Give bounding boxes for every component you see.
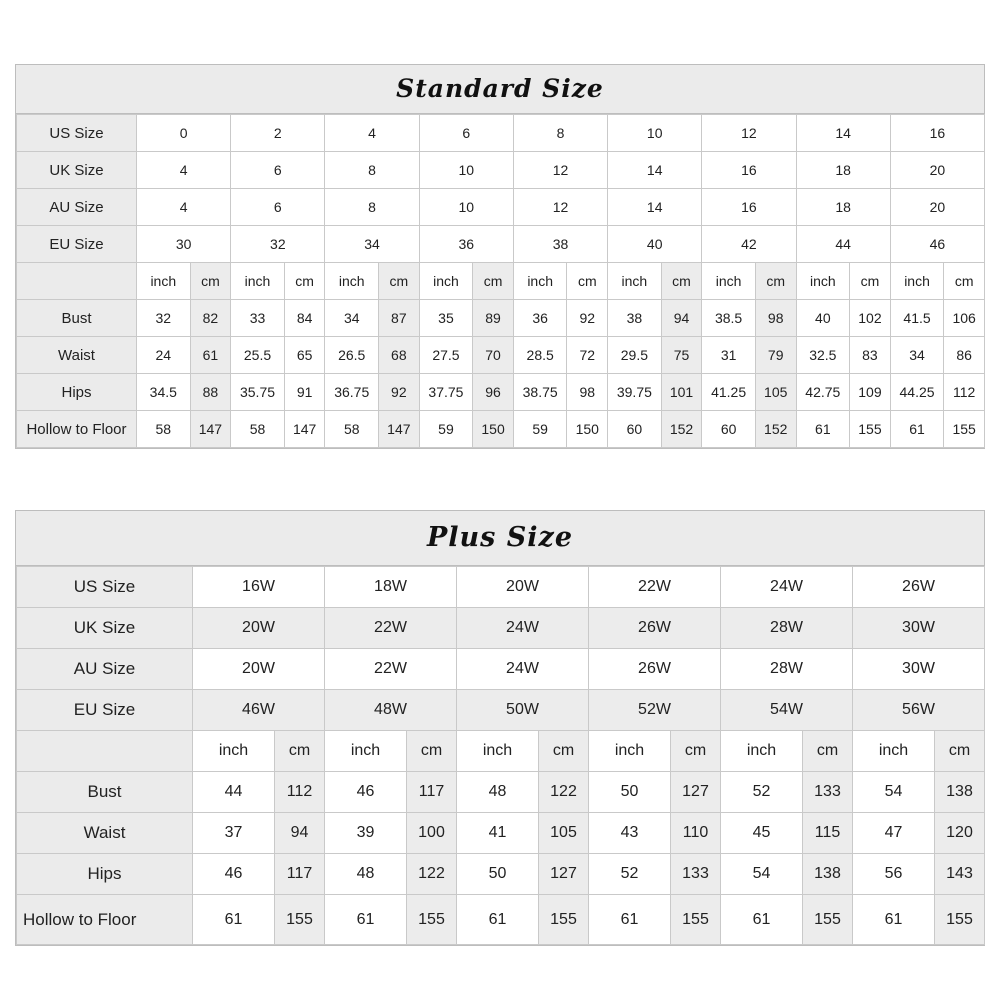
- cm-value-cell: 112: [275, 772, 325, 813]
- cm-value-cell: 91: [284, 374, 325, 411]
- inch-value-cell: 37: [193, 813, 275, 854]
- size-cell: 4: [325, 115, 419, 152]
- unit-inch-header: inch: [796, 263, 850, 300]
- inch-value-cell: 41.25: [702, 374, 756, 411]
- measure-row: [17, 374, 985, 411]
- size-cell: 8: [325, 189, 419, 226]
- size-cell: 10: [608, 115, 702, 152]
- inch-value-cell: 61: [890, 411, 944, 448]
- size-cell: 30: [137, 226, 231, 263]
- size-cell: 16: [890, 115, 984, 152]
- inch-value-cell: 61: [325, 895, 407, 945]
- unit-cm-header: cm: [275, 731, 325, 772]
- cm-value-cell: 147: [190, 411, 231, 448]
- size-cell: 24W: [457, 608, 589, 649]
- size-cell: 18W: [325, 567, 457, 608]
- row-label: EU Size: [17, 226, 137, 263]
- inch-value-cell: 52: [721, 772, 803, 813]
- row-label: EU Size: [17, 690, 193, 731]
- size-cell: 42: [702, 226, 796, 263]
- cm-value-cell: 98: [567, 374, 608, 411]
- size-cell: 22W: [589, 567, 721, 608]
- cm-value-cell: 84: [284, 300, 325, 337]
- inch-value-cell: 34: [325, 300, 379, 337]
- inch-value-cell: 38: [608, 300, 662, 337]
- size-cell: 50W: [457, 690, 589, 731]
- size-cell: 10: [419, 189, 513, 226]
- inch-value-cell: 61: [457, 895, 539, 945]
- cm-value-cell: 143: [935, 854, 985, 895]
- unit-inch-header: inch: [589, 731, 671, 772]
- inch-value-cell: 52: [589, 854, 671, 895]
- inch-value-cell: 39.75: [608, 374, 662, 411]
- size-cell: 8: [325, 152, 419, 189]
- inch-value-cell: 37.75: [419, 374, 473, 411]
- unit-inch-header: inch: [419, 263, 473, 300]
- cm-value-cell: 70: [473, 337, 514, 374]
- size-cell: 44: [796, 226, 890, 263]
- cm-value-cell: 87: [379, 300, 420, 337]
- unit-cm-header: cm: [284, 263, 325, 300]
- inch-value-cell: 58: [231, 411, 285, 448]
- size-cell: 2: [231, 115, 325, 152]
- unit-cm-header: cm: [539, 731, 589, 772]
- cm-value-cell: 152: [661, 411, 702, 448]
- cm-value-cell: 101: [661, 374, 702, 411]
- size-cell: 46: [890, 226, 984, 263]
- cm-value-cell: 133: [671, 854, 721, 895]
- size-cell: 40: [608, 226, 702, 263]
- cm-value-cell: 115: [803, 813, 853, 854]
- unit-inch-header: inch: [513, 263, 567, 300]
- size-row: [17, 649, 985, 690]
- size-cell: 36: [419, 226, 513, 263]
- size-cell: 12: [513, 152, 607, 189]
- unit-cm-header: cm: [944, 263, 985, 300]
- row-label: Waist: [17, 337, 137, 374]
- cm-value-cell: 79: [755, 337, 796, 374]
- size-cell: 24W: [457, 649, 589, 690]
- measure-row: [17, 772, 985, 813]
- inch-value-cell: 61: [796, 411, 850, 448]
- inch-value-cell: 42.75: [796, 374, 850, 411]
- inch-value-cell: 56: [853, 854, 935, 895]
- size-cell: 18: [796, 152, 890, 189]
- row-label: Hips: [17, 374, 137, 411]
- cm-value-cell: 155: [803, 895, 853, 945]
- row-label: Bust: [17, 772, 193, 813]
- inch-value-cell: 36.75: [325, 374, 379, 411]
- cm-value-cell: 117: [407, 772, 457, 813]
- size-cell: 4: [137, 152, 231, 189]
- cm-value-cell: 105: [755, 374, 796, 411]
- cm-value-cell: 155: [407, 895, 457, 945]
- unit-inch-header: inch: [702, 263, 756, 300]
- size-cell: 6: [419, 115, 513, 152]
- size-cell: 38: [513, 226, 607, 263]
- inch-value-cell: 35: [419, 300, 473, 337]
- unit-cm-header: cm: [190, 263, 231, 300]
- unit-cm-header: cm: [379, 263, 420, 300]
- inch-value-cell: 34.5: [137, 374, 191, 411]
- inch-value-cell: 32: [137, 300, 191, 337]
- size-row: [17, 115, 985, 152]
- inch-value-cell: 24: [137, 337, 191, 374]
- size-cell: 26W: [853, 567, 985, 608]
- plus-size-table: [15, 510, 985, 946]
- cm-value-cell: 122: [539, 772, 589, 813]
- cm-value-cell: 155: [671, 895, 721, 945]
- size-cell: 14: [608, 152, 702, 189]
- inch-value-cell: 47: [853, 813, 935, 854]
- row-label: US Size: [17, 115, 137, 152]
- inch-value-cell: 28.5: [513, 337, 567, 374]
- cm-value-cell: 133: [803, 772, 853, 813]
- inch-value-cell: 50: [589, 772, 671, 813]
- row-label: Waist: [17, 813, 193, 854]
- size-cell: 20W: [457, 567, 589, 608]
- size-cell: 24W: [721, 567, 853, 608]
- cm-value-cell: 65: [284, 337, 325, 374]
- inch-value-cell: 48: [325, 854, 407, 895]
- inch-value-cell: 50: [457, 854, 539, 895]
- unit-cm-header: cm: [473, 263, 514, 300]
- size-cell: 12: [702, 115, 796, 152]
- size-cell: 26W: [589, 649, 721, 690]
- size-row: [17, 226, 985, 263]
- size-cell: 14: [796, 115, 890, 152]
- cm-value-cell: 150: [567, 411, 608, 448]
- cm-value-cell: 83: [850, 337, 891, 374]
- inch-value-cell: 25.5: [231, 337, 285, 374]
- unit-cm-header: cm: [803, 731, 853, 772]
- cm-value-cell: 138: [935, 772, 985, 813]
- plus-size-title: Plus Size: [16, 511, 984, 566]
- unit-inch-header: inch: [853, 731, 935, 772]
- unit-inch-header: inch: [457, 731, 539, 772]
- row-label: AU Size: [17, 649, 193, 690]
- size-cell: 30W: [853, 608, 985, 649]
- inch-value-cell: 58: [325, 411, 379, 448]
- inch-value-cell: 58: [137, 411, 191, 448]
- inch-value-cell: 61: [721, 895, 803, 945]
- cm-value-cell: 88: [190, 374, 231, 411]
- row-label: AU Size: [17, 189, 137, 226]
- unit-row: [17, 731, 985, 772]
- unit-inch-header: inch: [608, 263, 662, 300]
- cm-value-cell: 150: [473, 411, 514, 448]
- size-row: [17, 690, 985, 731]
- cm-value-cell: 82: [190, 300, 231, 337]
- size-cell: 6: [231, 189, 325, 226]
- inch-value-cell: 44.25: [890, 374, 944, 411]
- unit-inch-header: inch: [325, 263, 379, 300]
- inch-value-cell: 60: [702, 411, 756, 448]
- cm-value-cell: 147: [379, 411, 420, 448]
- size-cell: 20: [890, 152, 984, 189]
- inch-value-cell: 61: [853, 895, 935, 945]
- inch-value-cell: 31: [702, 337, 756, 374]
- size-cell: 8: [513, 115, 607, 152]
- inch-value-cell: 32.5: [796, 337, 850, 374]
- cm-value-cell: 102: [850, 300, 891, 337]
- size-cell: 28W: [721, 649, 853, 690]
- measure-row: [17, 411, 985, 448]
- unit-cm-header: cm: [567, 263, 608, 300]
- size-cell: 12: [513, 189, 607, 226]
- inch-value-cell: 38.75: [513, 374, 567, 411]
- size-cell: 46W: [193, 690, 325, 731]
- row-label: UK Size: [17, 608, 193, 649]
- size-row: [17, 189, 985, 226]
- size-cell: 16W: [193, 567, 325, 608]
- size-row: [17, 567, 985, 608]
- inch-value-cell: 54: [853, 772, 935, 813]
- unit-row-label: [17, 263, 137, 300]
- inch-value-cell: 40: [796, 300, 850, 337]
- cm-value-cell: 138: [803, 854, 853, 895]
- size-row: [17, 608, 985, 649]
- inch-value-cell: 41.5: [890, 300, 944, 337]
- inch-value-cell: 36: [513, 300, 567, 337]
- cm-value-cell: 152: [755, 411, 796, 448]
- inch-value-cell: 61: [589, 895, 671, 945]
- inch-value-cell: 48: [457, 772, 539, 813]
- unit-inch-header: inch: [325, 731, 407, 772]
- inch-value-cell: 34: [890, 337, 944, 374]
- size-cell: 30W: [853, 649, 985, 690]
- measure-row: [17, 813, 985, 854]
- standard-size-grid: [16, 114, 985, 448]
- inch-value-cell: 46: [193, 854, 275, 895]
- unit-inch-header: inch: [721, 731, 803, 772]
- unit-cm-header: cm: [935, 731, 985, 772]
- unit-inch-header: inch: [890, 263, 944, 300]
- unit-row-label: [17, 731, 193, 772]
- inch-value-cell: 59: [513, 411, 567, 448]
- inch-value-cell: 26.5: [325, 337, 379, 374]
- cm-value-cell: 98: [755, 300, 796, 337]
- size-cell: 52W: [589, 690, 721, 731]
- size-cell: 20W: [193, 608, 325, 649]
- unit-cm-header: cm: [661, 263, 702, 300]
- row-label: Hips: [17, 854, 193, 895]
- size-cell: 28W: [721, 608, 853, 649]
- inch-value-cell: 46: [325, 772, 407, 813]
- measure-row: [17, 854, 985, 895]
- measure-row: [17, 895, 985, 945]
- size-cell: 54W: [721, 690, 853, 731]
- inch-value-cell: 54: [721, 854, 803, 895]
- inch-value-cell: 44: [193, 772, 275, 813]
- size-cell: 14: [608, 189, 702, 226]
- cm-value-cell: 105: [539, 813, 589, 854]
- unit-inch-header: inch: [137, 263, 191, 300]
- cm-value-cell: 94: [275, 813, 325, 854]
- cm-value-cell: 155: [944, 411, 985, 448]
- inch-value-cell: 41: [457, 813, 539, 854]
- cm-value-cell: 100: [407, 813, 457, 854]
- unit-cm-header: cm: [671, 731, 721, 772]
- size-cell: 32: [231, 226, 325, 263]
- inch-value-cell: 59: [419, 411, 473, 448]
- inch-value-cell: 27.5: [419, 337, 473, 374]
- measure-row: [17, 337, 985, 374]
- cm-value-cell: 147: [284, 411, 325, 448]
- inch-value-cell: 61: [193, 895, 275, 945]
- size-cell: 20: [890, 189, 984, 226]
- cm-value-cell: 127: [671, 772, 721, 813]
- measure-row: [17, 300, 985, 337]
- cm-value-cell: 92: [379, 374, 420, 411]
- unit-cm-header: cm: [407, 731, 457, 772]
- inch-value-cell: 39: [325, 813, 407, 854]
- cm-value-cell: 155: [539, 895, 589, 945]
- row-label: Hollow to Floor: [17, 895, 193, 945]
- cm-value-cell: 155: [850, 411, 891, 448]
- standard-size-table: [15, 64, 985, 449]
- cm-value-cell: 96: [473, 374, 514, 411]
- inch-value-cell: 45: [721, 813, 803, 854]
- inch-value-cell: 38.5: [702, 300, 756, 337]
- size-cell: 16: [702, 152, 796, 189]
- cm-value-cell: 127: [539, 854, 589, 895]
- row-label: UK Size: [17, 152, 137, 189]
- cm-value-cell: 106: [944, 300, 985, 337]
- size-cell: 34: [325, 226, 419, 263]
- cm-value-cell: 155: [275, 895, 325, 945]
- cm-value-cell: 68: [379, 337, 420, 374]
- cm-value-cell: 94: [661, 300, 702, 337]
- cm-value-cell: 86: [944, 337, 985, 374]
- unit-inch-header: inch: [231, 263, 285, 300]
- size-cell: 10: [419, 152, 513, 189]
- cm-value-cell: 122: [407, 854, 457, 895]
- size-cell: 18: [796, 189, 890, 226]
- size-cell: 20W: [193, 649, 325, 690]
- inch-value-cell: 33: [231, 300, 285, 337]
- cm-value-cell: 92: [567, 300, 608, 337]
- cm-value-cell: 110: [671, 813, 721, 854]
- size-cell: 6: [231, 152, 325, 189]
- plus-size-grid: [16, 566, 985, 945]
- unit-cm-header: cm: [850, 263, 891, 300]
- inch-value-cell: 60: [608, 411, 662, 448]
- standard-size-title: Standard Size: [16, 65, 984, 114]
- size-cell: 22W: [325, 649, 457, 690]
- unit-cm-header: cm: [755, 263, 796, 300]
- unit-row: [17, 263, 985, 300]
- row-label: US Size: [17, 567, 193, 608]
- size-cell: 48W: [325, 690, 457, 731]
- cm-value-cell: 109: [850, 374, 891, 411]
- size-cell: 4: [137, 189, 231, 226]
- cm-value-cell: 61: [190, 337, 231, 374]
- row-label: Hollow to Floor: [17, 411, 137, 448]
- cm-value-cell: 75: [661, 337, 702, 374]
- size-cell: 26W: [589, 608, 721, 649]
- row-label: Bust: [17, 300, 137, 337]
- cm-value-cell: 120: [935, 813, 985, 854]
- cm-value-cell: 117: [275, 854, 325, 895]
- inch-value-cell: 35.75: [231, 374, 285, 411]
- unit-inch-header: inch: [193, 731, 275, 772]
- inch-value-cell: 29.5: [608, 337, 662, 374]
- cm-value-cell: 89: [473, 300, 514, 337]
- inch-value-cell: 43: [589, 813, 671, 854]
- cm-value-cell: 155: [935, 895, 985, 945]
- size-cell: 16: [702, 189, 796, 226]
- size-cell: 0: [137, 115, 231, 152]
- size-cell: 22W: [325, 608, 457, 649]
- cm-value-cell: 72: [567, 337, 608, 374]
- cm-value-cell: 112: [944, 374, 985, 411]
- size-row: [17, 152, 985, 189]
- size-cell: 56W: [853, 690, 985, 731]
